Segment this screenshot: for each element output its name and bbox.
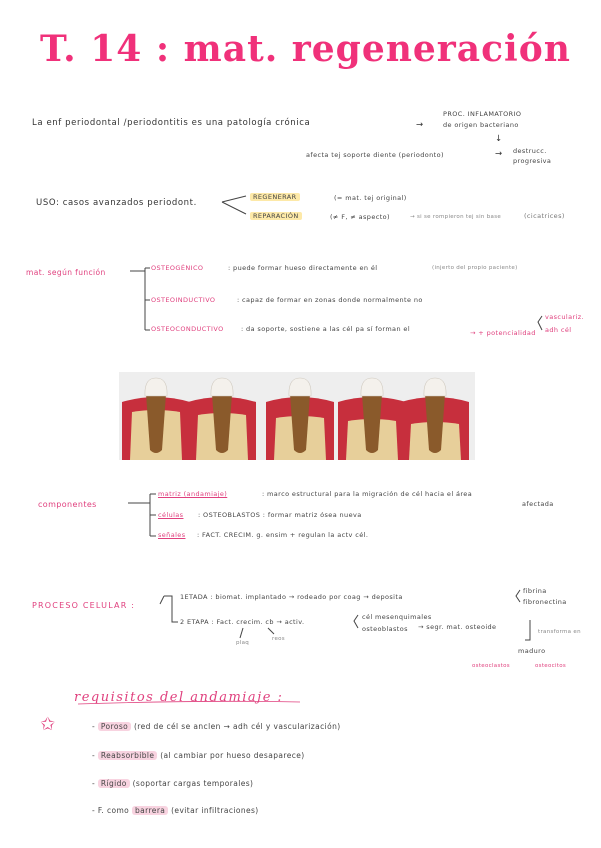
afectada-text: afectada bbox=[522, 500, 554, 508]
proc-line1: PROC. INFLAMATORIO bbox=[443, 110, 522, 118]
bracket-line bbox=[160, 596, 164, 604]
osteogenico-note: (injerto del propio paciente) bbox=[432, 265, 518, 271]
bracket-line bbox=[164, 596, 178, 622]
req-item-3: - Rígido (soportar cargas temporales) bbox=[92, 779, 254, 788]
destruc-line2: progresiva bbox=[513, 157, 552, 165]
req-item-3-text: (soportar cargas temporales) bbox=[132, 779, 254, 788]
destruc-line1: destrucc. bbox=[513, 147, 547, 155]
tooth-crown bbox=[211, 378, 233, 396]
req-item-4-pre: F. como bbox=[97, 806, 130, 815]
page-title: T. 14 : mat. regeneración bbox=[40, 28, 571, 70]
reos-text: reos bbox=[272, 636, 285, 642]
vasc-line2: adh cél bbox=[545, 326, 572, 334]
req-item-1: - Poroso (red de cél se anclen → adh cél y vascularización) bbox=[92, 722, 341, 731]
bracket-line bbox=[145, 268, 150, 330]
vasc-line1: vasculariz. bbox=[545, 313, 585, 321]
fibronectina-text: fibronectina bbox=[523, 598, 567, 606]
bracket-line bbox=[354, 615, 358, 628]
uso-label: USO: casos avanzados periodont. bbox=[36, 198, 197, 208]
osteoinductivo-text: : capaz de formar en zonas donde normalmente no bbox=[237, 296, 423, 304]
bracket-line bbox=[538, 316, 542, 330]
proc-line2: de origen bacteriano bbox=[443, 121, 519, 129]
arrow-down-icon: ↓ bbox=[495, 134, 503, 144]
osteogenico-text: : puede formar hueso directamente en él bbox=[228, 264, 378, 272]
arrow-line bbox=[240, 628, 243, 638]
req-rigido-highlight: Rígido bbox=[98, 779, 130, 788]
requisitos-heading: requisitos del andamiaje : bbox=[74, 690, 284, 705]
req-barrera-highlight: barrera bbox=[132, 806, 168, 815]
regenerar-note: (= mat. tej original) bbox=[334, 194, 407, 202]
senales-text: : FACT. CRECIM. g. ensim + regulan la actv cél. bbox=[197, 531, 369, 539]
branch-line bbox=[222, 202, 246, 214]
osteoblastos-text: osteoblastos bbox=[362, 625, 408, 633]
star-icon: ✩ bbox=[40, 714, 56, 735]
tiny-note: → si se rompieron tej sin base bbox=[410, 214, 502, 220]
req-item-4-text: (evitar infiltraciones) bbox=[171, 806, 259, 815]
arrow-right-icon: → bbox=[495, 149, 503, 159]
regenerar-highlight: REGENERAR bbox=[250, 193, 300, 201]
osteocitos-text: osteocitos bbox=[535, 663, 567, 669]
reparacion-highlight: REPARACIÓN bbox=[250, 212, 302, 220]
arrow-line bbox=[268, 628, 274, 634]
req-item-2: - Reabsorbible (al cambiar por hueso desaparece) bbox=[92, 751, 305, 760]
osteoinductivo-label: OSTEOINDUCTIVO bbox=[151, 296, 216, 304]
arrow-right-icon: → bbox=[416, 120, 424, 130]
tooth-crown bbox=[145, 378, 167, 396]
tooth-crown bbox=[289, 378, 311, 396]
req-poroso-highlight: Poroso bbox=[98, 722, 131, 731]
matriz-text: : marco estructural para la migración de cél hacia el área bbox=[262, 490, 473, 498]
req-item-1-text: (red de cél se anclen → adh cél y vascularización) bbox=[133, 722, 341, 731]
etapa2-text: 2 ETAPA : Fact. crecim. cb → activ. bbox=[180, 618, 305, 626]
req-reabsorbible-highlight: Reabsorbible bbox=[98, 751, 158, 760]
branch-line bbox=[222, 196, 246, 202]
senales-label: señales bbox=[158, 531, 186, 539]
teeth-regeneration-image bbox=[119, 372, 475, 460]
cel-mesen-text: cél mesenquimales bbox=[362, 613, 432, 621]
osteoconductivo-label: OSTEOCONDUCTIVO bbox=[151, 325, 224, 333]
bracket-line bbox=[150, 494, 156, 536]
req-item-2-text: (al cambiar por hueso desaparece) bbox=[160, 751, 305, 760]
proceso-label: PROCESO CELULAR : bbox=[32, 601, 136, 610]
transforma-text: transforma en bbox=[538, 629, 581, 635]
req-item-4: - F. como barrera (evitar infiltraciones) bbox=[92, 806, 259, 815]
celulas-text: : OSTEOBLASTOS : formar matriz ósea nueva bbox=[198, 511, 362, 519]
arrow-line bbox=[525, 620, 530, 640]
etapa1-text: 1ETADA : biomat. implantado → rodeado por coag → deposita bbox=[180, 593, 403, 601]
bracket-line bbox=[516, 590, 520, 602]
tooth-crown bbox=[361, 378, 383, 396]
teeth-illustration bbox=[119, 372, 475, 460]
plaq-text: plaq bbox=[236, 640, 250, 646]
fibrina-text: fibrina bbox=[523, 587, 547, 595]
intro-line: La enf periodontal /periodontitis es una patología crónica bbox=[32, 118, 311, 128]
osteogenico-label: OSTEOGÉNICO bbox=[151, 264, 204, 272]
celulas-label: células bbox=[158, 511, 184, 519]
maduro-text: maduro bbox=[518, 647, 546, 655]
tooth-crown bbox=[424, 378, 446, 396]
cicatrices-text: (cicatrices) bbox=[524, 212, 565, 220]
affects-text: afecta tej soporte diente (periodonto) bbox=[306, 151, 444, 159]
osteoconductivo-text: : da soporte, sostiene a las cél pa sí forman el bbox=[241, 325, 411, 333]
matriz-label: matriz (andamiaje) bbox=[158, 490, 228, 498]
reparacion-note: (≠ F, ≠ aspecto) bbox=[330, 213, 390, 221]
componentes-label: componentes bbox=[38, 500, 97, 509]
funcion-label: mat. según función bbox=[26, 268, 106, 277]
osteoclastos-text: osteoclastos bbox=[472, 663, 510, 669]
potencial-text: → + potencialidad bbox=[470, 329, 536, 337]
segr-text: → segr. mat. osteoide bbox=[418, 623, 497, 631]
